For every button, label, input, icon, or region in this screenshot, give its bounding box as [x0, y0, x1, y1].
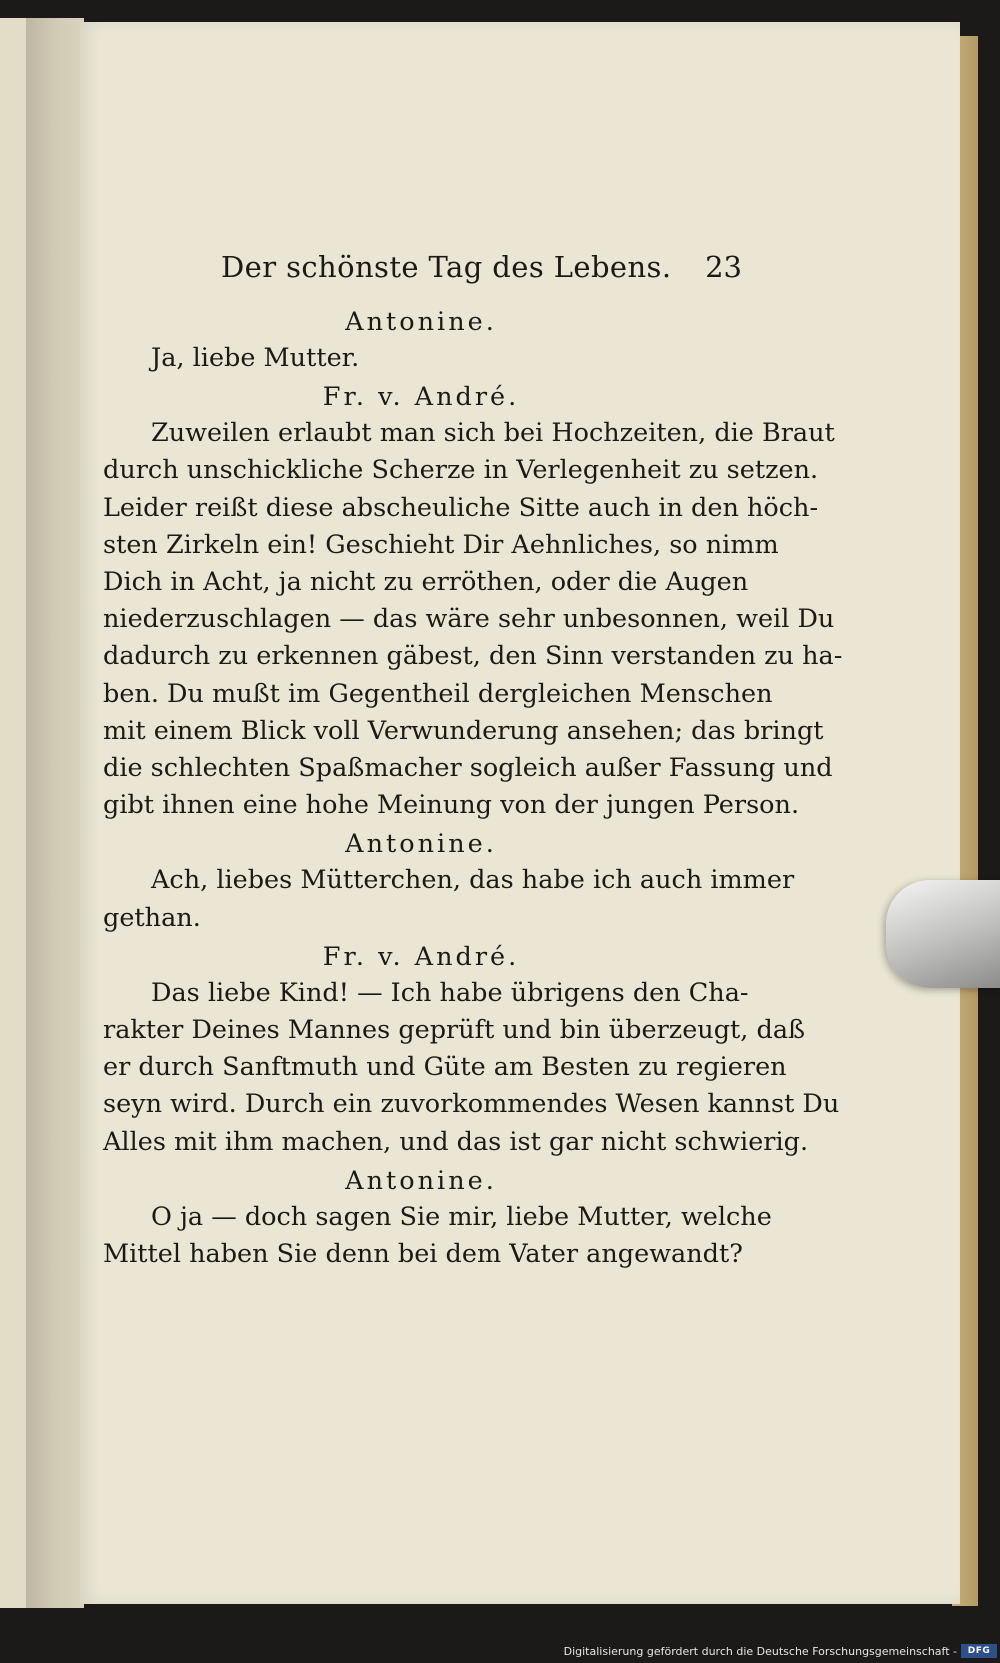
speaker-name: Antonine.	[345, 307, 497, 337]
text-line: Das liebe Kind! — Ich habe übrigens den Cha-	[151, 977, 749, 1008]
speech-block	[103, 379, 843, 824]
text-line: Ja, liebe Mutter.	[151, 343, 360, 373]
text-line: die schlechten Spaßmacher sogleich außer Fassung und	[103, 753, 833, 784]
speech-block	[103, 304, 739, 377]
text-line: dadurch zu erkennen gäbest, den Sinn verstanden zu ha-	[103, 641, 843, 672]
running-title: Der schönste Tag des Lebens.	[221, 250, 672, 284]
text-line: niederzuschlagen — das wäre sehr unbesonnen, weil Du	[103, 604, 835, 635]
facing-page-edge	[0, 18, 26, 1608]
dfg-logo: DFG	[961, 1644, 997, 1658]
page-number: 23	[705, 250, 742, 284]
page-clip	[886, 880, 1000, 988]
text-line: gibt ihnen eine hohe Meinung von der jungen Person.	[103, 790, 800, 821]
text-line: seyn wird. Durch ein zuvorkommendes Wesen kannst Du	[103, 1089, 840, 1120]
text-line: ben. Du mußt im Gegentheil dergleichen Menschen	[103, 678, 773, 709]
book-gutter	[26, 18, 84, 1608]
text-line: O ja — doch sagen Sie mir, liebe Mutter, welche	[151, 1201, 772, 1232]
page-header	[221, 250, 742, 302]
speaker-name: Fr. v. André.	[322, 941, 520, 972]
text-line: er durch Sanftmuth und Güte am Besten zu regieren	[103, 1052, 787, 1083]
speaker-name: Antonine.	[345, 829, 497, 860]
speech-block	[103, 826, 795, 936]
speaker-name: Antonine.	[345, 1165, 497, 1196]
speech-block	[103, 1163, 772, 1273]
text-line: Dich in Acht, ja nicht zu erröthen, oder die Augen	[103, 567, 749, 598]
text-line: Ach, liebes Mütterchen, das habe ich auch immer	[151, 865, 795, 896]
digitization-credit: Digitalisierung gefördert durch die Deutsche Forschungsgemeinschaft -	[563, 1645, 957, 1658]
text-line: sten Zirkeln ein! Geschieht Dir Aehnliches, so nimm	[103, 529, 779, 560]
page-text	[103, 250, 843, 1273]
text-line: rakter Deines Mannes geprüft und bin überzeugt, daß	[103, 1015, 806, 1046]
text-line: gethan.	[103, 902, 201, 933]
speaker-name: Fr. v. André.	[322, 382, 520, 413]
text-line: Zuweilen erlaubt man sich bei Hochzeiten, die Braut	[151, 418, 835, 449]
speech-block	[103, 939, 840, 1161]
text-line: Mittel haben Sie denn bei dem Vater angewandt?	[103, 1239, 743, 1270]
text-line: durch unschickliche Scherze in Verlegenheit zu setzen.	[103, 455, 819, 486]
text-line: Leider reißt diese abscheuliche Sitte auch in den höch-	[103, 492, 819, 523]
text-line: Alles mit ihm machen, und das ist gar nicht schwierig.	[103, 1126, 809, 1157]
text-line: mit einem Blick voll Verwunderung ansehen; das bringt	[103, 715, 824, 746]
